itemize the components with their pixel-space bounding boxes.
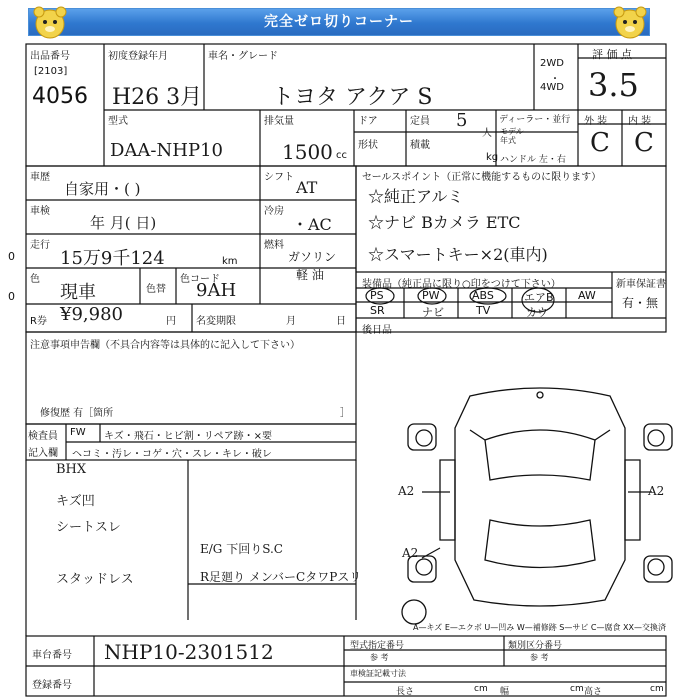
color-code-value: 9AH [196, 280, 237, 301]
equipment-ps: PS [370, 289, 384, 302]
drive-4wd: 4WD [540, 82, 564, 93]
sales-point-3: ☆スマートキー×2(車内) [368, 245, 548, 264]
remark-left-1: BHX [56, 462, 87, 477]
exterior-label: 外 装 [584, 116, 608, 127]
usage-label: 車歴 [30, 172, 50, 183]
remark-left-3: シートスレ [56, 520, 121, 535]
name-change-unit: 月 [286, 316, 296, 327]
width-label: 幅 [500, 687, 510, 697]
model-year-label1: モデル [500, 127, 524, 136]
first-reg-label: 初度登録年月 [108, 51, 168, 62]
inspector-fw: FW [70, 427, 86, 438]
remark-left-5: スタッドレス [56, 572, 134, 587]
fuel-diesel: 軽 油 [296, 268, 324, 282]
remark-right-1: E/G 下回りS.C [200, 542, 283, 556]
handle-label: ハンドル 左・右 [500, 155, 566, 165]
mileage-unit: km [222, 256, 238, 267]
equipment-circles [356, 286, 612, 318]
ref-label-1: 参 考 [370, 653, 389, 662]
recycle-label: R券 [30, 316, 47, 327]
side-mark: 0 [8, 250, 15, 263]
usage-value: 自家用・( ) [64, 180, 141, 198]
side-mark: 0 [8, 290, 15, 303]
inspection-label: 車検 [30, 206, 50, 217]
mileage-label: 走行 [30, 240, 50, 251]
ac-label: 冷房 [264, 206, 284, 217]
repair-history-label: 修復歴 有［箇所 [40, 408, 114, 419]
score-value: 3.5 [588, 66, 639, 104]
lot-label: 出品番号 [30, 51, 70, 62]
warranty-label: 新車保証書 [616, 279, 666, 290]
exterior-value: C [590, 128, 610, 158]
equipment-pw: PW [422, 289, 440, 302]
repaint-label: 色替 [146, 284, 166, 295]
color-value: 現車 [60, 282, 96, 303]
damage-mark: A2 [402, 546, 419, 560]
interior-label: 内 装 [628, 116, 652, 127]
color-label: 色 [30, 274, 40, 285]
name-change-label: 名変期限 [196, 316, 236, 327]
sales-point-2: ☆ナビ Bカメラ ETC [368, 213, 521, 232]
category-number-label: 類別区分番号 [508, 641, 563, 651]
fuel-gasoline: ガソリン [288, 250, 337, 264]
displacement-unit: cc [336, 150, 347, 161]
inspection-value: 年 月( 日) [90, 214, 157, 232]
fuel-label: 燃料 [264, 240, 284, 251]
equipment-abs: ABS [472, 289, 494, 302]
chassis-label: 車台番号 [32, 650, 72, 661]
damage-mark: A2 [398, 484, 415, 498]
equipment-sr: SR [370, 304, 385, 317]
notes-label: 注意事項申告欄（不具合内容等は具体的に記入して下さい） [30, 340, 300, 351]
color-code-label: 色コード [180, 274, 220, 285]
name-change-unit2: 日 [336, 316, 346, 327]
mileage-value: 15万9千124 [60, 248, 165, 269]
diagram-legend: A—キズ E—エクボ U—凹み W—補修跡 S—サビ C—腐食 XX—交換済 [412, 623, 666, 632]
displacement-value: 1500 [282, 140, 333, 164]
dealer-label: ディーラー・並行 [499, 115, 571, 125]
recycle-value: ¥9,980 [60, 304, 123, 325]
ref-label-2: 参 考 [530, 653, 549, 662]
type-designation-label: 型式指定番号 [350, 641, 405, 651]
model-name-value: トヨタ アクア S [272, 85, 433, 110]
damage-mark: A2 [648, 484, 665, 498]
lot-sub: [2103] [34, 66, 68, 77]
displacement-label: 排気量 [264, 116, 294, 127]
inspector-row-1: キズ・飛石・ヒビ割・リペア跡・×要 [104, 431, 272, 442]
load-label: 積載 [410, 140, 430, 151]
equipment-cover: カウ [526, 306, 548, 319]
car-diagram [402, 388, 672, 624]
type-value: DAA-NHP10 [110, 140, 223, 161]
repair-history-end: ］ [340, 408, 350, 419]
drive-dot: ・ [550, 74, 560, 85]
width-unit: cm [570, 684, 584, 694]
sales-point-1: ☆純正アルミ [368, 187, 464, 206]
recycle-unit: 円 [166, 316, 176, 327]
first-reg-value: H26 3月 [112, 85, 203, 110]
capacity-unit: 人 [482, 128, 492, 139]
length-unit: cm [474, 684, 488, 694]
cert-dims-label: 車検証記載寸法 [350, 669, 406, 678]
warranty-value: 有・無 [622, 296, 659, 310]
inspector-label-1: 検査員 [28, 431, 58, 442]
registration-label: 登録番号 [32, 680, 72, 691]
model-name-label: 車名・グレード [208, 51, 278, 62]
doors-label: ドア [358, 116, 378, 127]
inspector-label-2: 記入欄 [28, 448, 58, 459]
equipment-label: 装備品（純正品に限り○印をつけて下さい） [362, 279, 561, 290]
length-label: 長さ [396, 687, 415, 697]
lot-number: 4056 [32, 84, 88, 109]
model-year-label2: 年式 [500, 136, 516, 145]
type-label: 型式 [108, 116, 128, 127]
height-label: 高さ [584, 687, 603, 697]
shift-value: AT [296, 178, 318, 197]
equipment-tv: TV [476, 304, 491, 317]
equipment-navi: ナビ [422, 306, 444, 319]
capacity-label: 定員 [410, 116, 430, 127]
height-unit: cm [650, 684, 664, 694]
shift-label: シフト [264, 172, 294, 183]
remark-left-2: キズ凹 [56, 494, 95, 509]
inspector-row-2: ヘコミ・汚レ・コゲ・穴・スレ・キレ・破レ [72, 449, 272, 460]
load-unit: kg [486, 152, 499, 163]
banner-title: 完全ゼロ切りコーナー [264, 14, 414, 30]
interior-value: C [634, 128, 654, 158]
ac-value: ・AC [292, 215, 332, 234]
capacity-value: 5 [456, 110, 468, 131]
remark-right-2: R足廻り メンバーCタワPスリ [200, 570, 362, 584]
score-label: 評 価 点 [592, 48, 632, 61]
equipment-aw: AW [578, 289, 596, 302]
equipment-airbag: エアB [524, 291, 554, 304]
drive-2wd: 2WD [540, 58, 564, 69]
chassis-value: NHP10-2301512 [104, 640, 274, 664]
shape-label: 形状 [358, 140, 378, 151]
sales-points-label: セールスポイント（正常に機能するものに限ります） [362, 172, 602, 183]
later-items-label: 後日品 [362, 325, 392, 336]
